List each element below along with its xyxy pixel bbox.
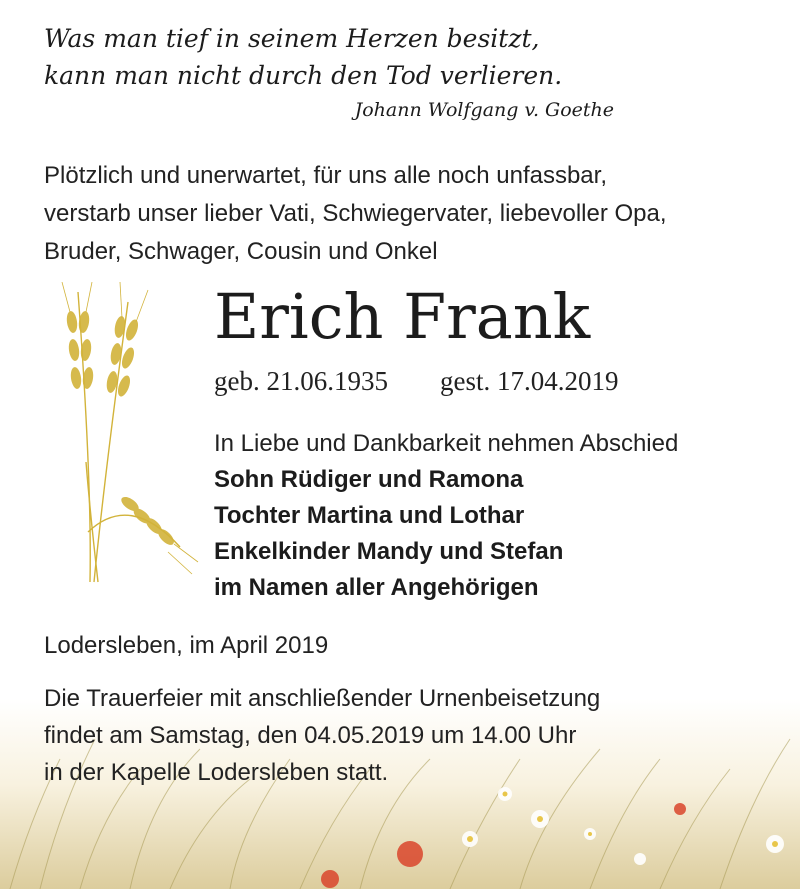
announcement-line: verstarb unser lieber Vati, Schwiegervater, liebevoller Opa, — [44, 200, 667, 227]
birth-date: geb. 21.06.1935 — [214, 366, 388, 396]
quote-author: Johann Wolfgang v. Goethe — [354, 99, 614, 121]
mourner-name: Sohn Rüdiger und Ramona — [214, 466, 524, 493]
announcement-line: Plötzlich und unerwartet, für uns alle noch unfassbar, — [44, 162, 607, 189]
mourner-name: im Namen aller Angehörigen — [214, 574, 539, 601]
deceased-name: Erich Frank — [214, 280, 591, 353]
quote-line: kann man nicht durch den Tod verlieren. — [44, 61, 563, 90]
death-date: gest. 17.04.2019 — [439, 366, 619, 396]
funeral-line: in der Kapelle Lodersleben statt. — [44, 759, 389, 786]
mourner-name: Tochter Martina und Lothar — [214, 502, 525, 529]
mourner-name: Enkelkinder Mandy und Stefan — [214, 538, 564, 565]
announcement-text — [44, 157, 784, 271]
life-dates — [214, 366, 618, 397]
funeral-details — [44, 680, 600, 791]
funeral-line: Die Trauerfeier mit anschließender Urnenbeisetzung — [44, 685, 601, 712]
mourners-block — [214, 426, 678, 606]
wheat-illustration — [50, 282, 200, 592]
funeral-line: findet am Samstag, den 04.05.2019 um 14.00 Uhr — [44, 722, 577, 749]
announcement-line: Bruder, Schwager, Cousin und Onkel — [44, 238, 438, 265]
mourners-lead: In Liebe und Dankbarkeit nehmen Abschied — [214, 430, 679, 457]
goethe-quote — [44, 20, 562, 94]
quote-line: Was man tief in seinem Herzen besitzt, — [44, 24, 540, 53]
place-and-date: Lodersleben, im April 2019 — [44, 632, 329, 659]
